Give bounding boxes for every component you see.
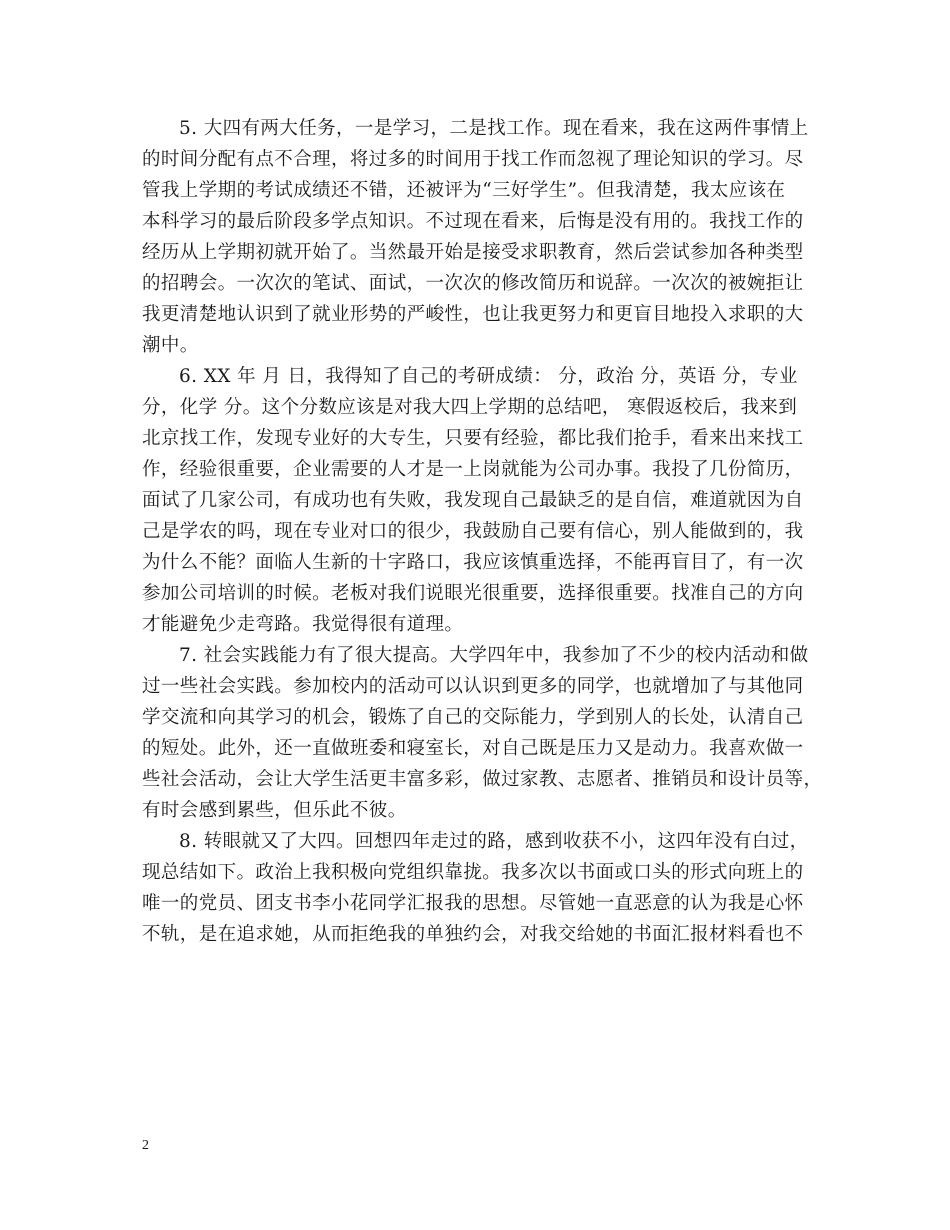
text-line: 5. 大四有两大任务，一是学习，二是找工作。现在看来，我在这两件事情上 [179,118,809,139]
paragraph-5 [142,113,818,361]
text-line: 6. XX 年 月 日，我得知了自己的考研成绩： 分，政治 分，英语 分，专业 [179,366,798,387]
text-line: 参加公司培训的时候。老板对我们说眼光很重要，选择很重要。找准自己的方向 [142,583,804,604]
text-line: 我更清楚地认识到了就业形势的严峻性，也让我更努力和更盲目地投入求职的大 [142,304,804,325]
text-line: 经历从上学期初就开始了。当然最开始是接受求职教育，然后尝试参加各种类型 [142,242,804,263]
text-line: 唯一的党员、团支书李小花同学汇报我的思想。尽管她一直恶意的认为我是心怀 [142,893,804,914]
text-line: 管我上学期的考试成绩还不错，还被评为“三好学生”。但我清楚，我太应该在 [142,180,786,201]
text-line: 现总结如下。政治上我积极向党组织靠拢。我多次以书面或口头的形式向班上的 [142,862,804,883]
text-line: 过一些社会实践。参加校内的活动可以认识到更多的同学，也就增加了与其他同 [142,676,804,697]
text-line: 潮中。 [142,335,199,356]
text-line: 为什么不能？面临人生新的十字路口，我应该慎重选择，不能再盲目了，有一次 [142,552,804,573]
text-line: 7. 社会实践能力有了很大提高。大学四年中，我参加了不少的校内活动和做 [179,645,809,666]
paragraph-7 [142,640,823,826]
text-line: 学交流和向其学习的机会，锻炼了自己的交际能力，学到别人的长处，认清自己 [142,707,804,728]
text-line: 才能避免少走弯路。我觉得很有道理。 [142,614,464,635]
text-line: 些社会活动，会让大学生活更丰富多彩，做过家教、志愿者、推销员和设计员等， [142,769,823,790]
paragraph-8 [142,826,818,950]
body-text [142,113,823,950]
text-line: 北京找工作，发现专业好的大专生，只要有经验，都比我们抢手，看来出来找工 [142,428,804,449]
text-line: 的短处。此外，还一直做班委和寝室长，对自己既是压力又是动力。我喜欢做一 [142,738,804,759]
paragraph-6 [142,361,818,640]
page-number: 2 [142,1138,149,1153]
text-line: 的招聘会。一次次的笔试、面试，一次次的修改简历和说辞。一次次的被婉拒让 [142,273,804,294]
text-line: 有时会感到累些，但乐此不彼。 [142,800,407,821]
text-line: 不轨，是在追求她，从而拒绝我的单独约会，对我交给她的书面汇报材料看也不 [142,924,804,945]
text-line: 面试了几家公司，有成功也有失败，我发现自己最缺乏的是自信，难道就因为自 [142,490,804,511]
text-line: 分，化学 分。这个分数应该是对我大四上学期的总结吧， 寒假返校后，我来到 [142,397,798,418]
text-line: 8. 转眼就又了大四。回想四年走过的路，感到收获不小，这四年没有白过， [179,831,809,852]
text-line: 己是学农的吗，现在专业对口的很少，我鼓励自己要有信心，别人能做到的，我 [142,521,804,542]
text-line: 作，经验很重要，企业需要的人才是一上岗就能为公司办事。我投了几份简历， [142,459,804,480]
text-line: 的时间分配有点不合理，将过多的时间用于找工作而忽视了理论知识的学习。尽 [142,149,804,170]
text-line: 本科学习的最后阶段多学点知识。不过现在看来，后悔是没有用的。我找工作的 [142,211,804,232]
